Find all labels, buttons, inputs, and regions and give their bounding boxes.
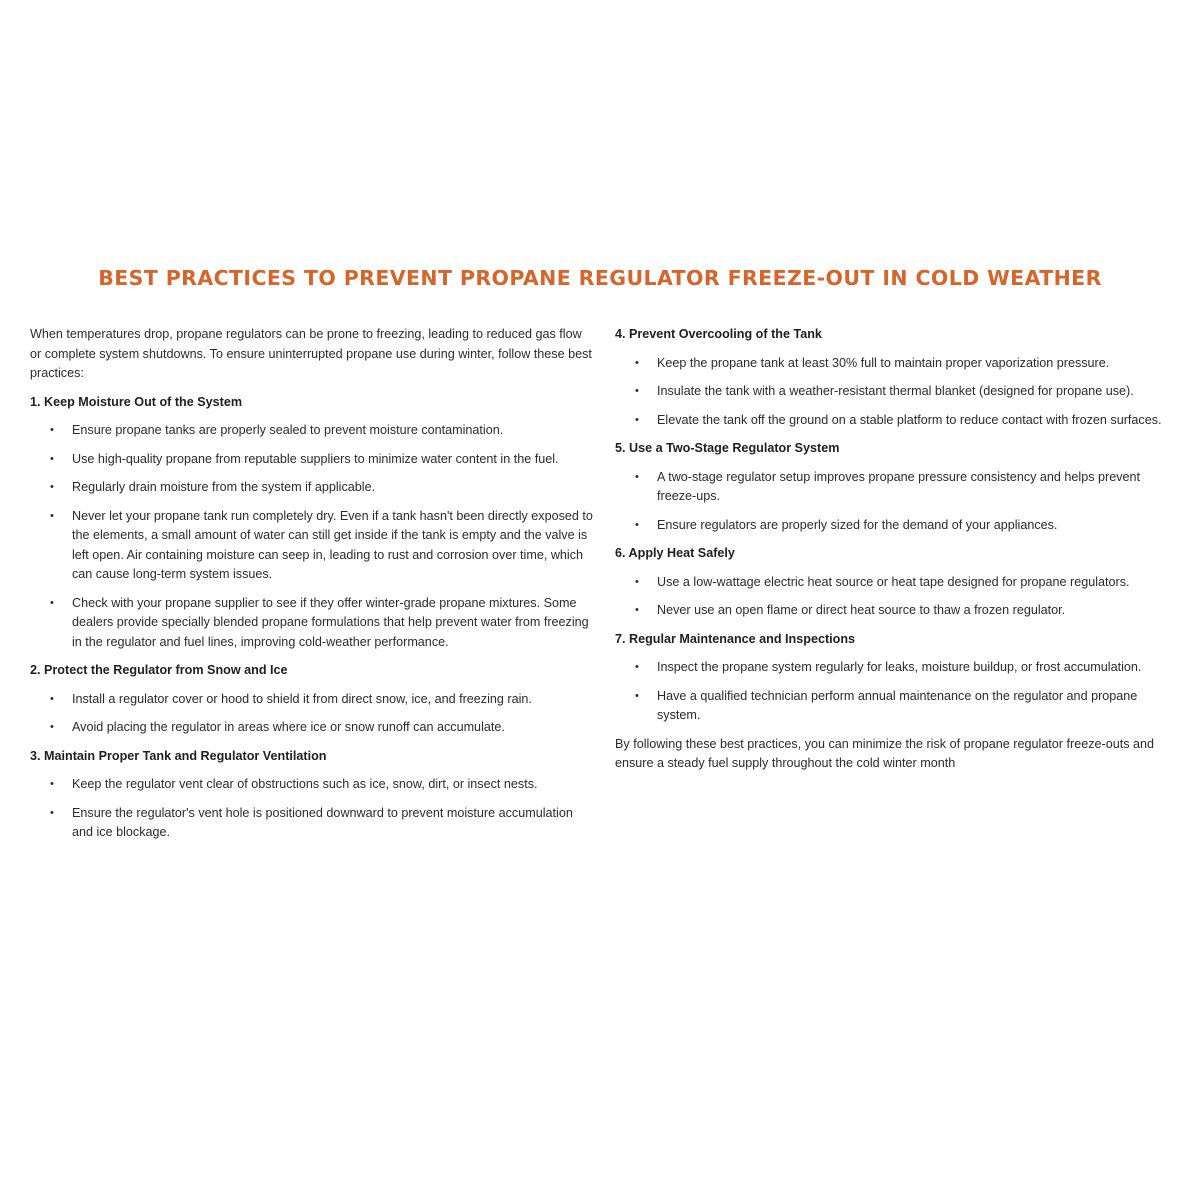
list-item-text: Ensure the regulator's vent hole is positioned downward to prevent moisture accumulation and ice blockage. [72, 805, 573, 839]
list-item [615, 411, 1180, 431]
list-item-text: Avoid placing the regulator in areas where ice or snow runoff can accumulate. [72, 720, 505, 734]
right-column [615, 325, 1180, 783]
section-heading: 3. Maintain Proper Tank and Regulator Ventilation [30, 748, 327, 763]
bullet-icon: • [50, 721, 54, 733]
page-title: BEST PRACTICES TO PREVENT PROPANE REGULATOR FREEZE-OUT IN COLD WEATHER [98, 266, 1102, 290]
section-6 [615, 544, 1180, 621]
list-item [30, 775, 595, 795]
bullet-icon: • [635, 661, 639, 673]
bullet-list [615, 573, 1180, 621]
list-item-text: Install a regulator cover or hood to shield it from direct snow, ice, and freezing rain. [72, 691, 532, 706]
bullet-icon: • [50, 778, 54, 790]
section-5 [615, 439, 1180, 535]
bullet-list [615, 354, 1180, 431]
section-2 [30, 661, 595, 738]
section-1 [30, 393, 595, 653]
section-heading: 4. Prevent Overcooling of the Tank [615, 327, 822, 341]
bullet-icon: • [50, 481, 54, 493]
bullet-icon: • [635, 689, 639, 702]
bullet-icon: • [635, 356, 639, 369]
bullet-list [615, 468, 1180, 536]
section-heading: 6. Apply Heat Safely [615, 546, 735, 560]
bullet-icon: • [50, 452, 54, 465]
section-7 [615, 630, 1180, 726]
section-heading: 2. Protect the Regulator from Snow and Ice [30, 663, 288, 677]
section-heading: 5. Use a Two-Stage Regulator System [615, 441, 840, 455]
intro-paragraph: When temperatures drop, propane regulators can be prone to freezing, leading to reduced gas flow or complete system shutdowns. To ensure uninterrupted propane use during winter, follow these best practices: [30, 327, 592, 380]
section-4 [615, 325, 1180, 430]
list-item-text: Never use an open flame or direct heat source to thaw a frozen regulator. [657, 603, 1066, 617]
list-item [30, 450, 595, 470]
list-item-text: Keep the regulator vent clear of obstructions such as ice, snow, dirt, or insect nests. [72, 777, 538, 791]
list-item [615, 354, 1180, 374]
bullet-icon: • [635, 385, 639, 397]
section-heading: 1. Keep Moisture Out of the System [30, 394, 243, 409]
list-item-text: Ensure regulators are properly sized for the demand of your appliances. [657, 517, 1058, 532]
bullet-icon: • [635, 470, 639, 483]
bullet-list [615, 658, 1180, 726]
list-item-text: A two-stage regulator setup improves propane pressure consistency and helps prevent freeze-ups. [657, 469, 1141, 503]
bullet-icon: • [635, 604, 639, 616]
list-item [615, 573, 1180, 593]
list-item [30, 594, 595, 653]
bullet-icon: • [635, 413, 639, 426]
list-item [30, 804, 595, 843]
bullet-icon: • [50, 509, 54, 522]
list-item [30, 421, 595, 441]
bullet-icon: • [50, 806, 54, 819]
bullet-list [30, 421, 595, 652]
list-item-text: Use a low-wattage electric heat source or heat tape designed for propane regulators. [657, 574, 1130, 589]
list-item [30, 718, 595, 738]
list-item-text: Never let your propane tank run completely dry. Even if a tank hasn't been directly exposed to the elements, a small amount of water can still get inside if the tank is empty and the valve is left open. Air containing moisture can seep in, leading to rust and corrosion over time, which can cause long-term system issues. [72, 508, 593, 581]
list-item [615, 468, 1180, 507]
list-item-text: Elevate the tank off the ground on a stable platform to reduce contact with frozen surfaces. [657, 412, 1162, 427]
bullet-icon: • [50, 424, 54, 436]
list-item [615, 382, 1180, 402]
list-item-text: Check with your propane supplier to see if they offer winter-grade propane mixtures. Some dealers provide specially blended propane formulations that help prevent water from freezing in the regulator and fuel lines, improving cold-weather performance. [72, 595, 589, 649]
list-item-text: Insulate the tank with a weather-resistant thermal blanket (designed for propane use). [657, 384, 1134, 398]
list-item-text: Ensure propane tanks are properly sealed to prevent moisture contamination. [72, 423, 504, 437]
list-item-text: Use high-quality propane from reputable suppliers to minimize water content in the fuel. [72, 451, 559, 466]
section-3 [30, 747, 595, 843]
outro-paragraph: By following these best practices, you can minimize the risk of propane regulator freeze-outs and ensure a steady fuel supply throughout the cold winter month [615, 736, 1155, 770]
list-item [30, 690, 595, 710]
bullet-icon: • [50, 596, 54, 609]
section-heading: 7. Regular Maintenance and Inspections [615, 631, 856, 646]
left-sections [30, 393, 595, 843]
list-item [615, 687, 1180, 726]
bullet-icon: • [635, 575, 639, 588]
left-column [30, 325, 595, 852]
list-item-text: Have a qualified technician perform annual maintenance on the regulator and propane system. [657, 688, 1138, 722]
list-item [615, 516, 1180, 536]
list-item [30, 507, 595, 585]
bullet-list [30, 775, 595, 843]
list-item [615, 601, 1180, 621]
bullet-icon: • [50, 692, 54, 705]
list-item-text: Keep the propane tank at least 30% full to maintain proper vaporization pressure. [657, 355, 1110, 370]
right-sections [615, 325, 1180, 726]
list-item-text: Inspect the propane system regularly for leaks, moisture buildup, or frost accumulation. [657, 660, 1142, 674]
list-item [30, 478, 595, 498]
list-item [615, 658, 1180, 678]
bullet-icon: • [635, 518, 639, 531]
list-item-text: Regularly drain moisture from the system if applicable. [72, 480, 376, 494]
bullet-list [30, 690, 595, 738]
